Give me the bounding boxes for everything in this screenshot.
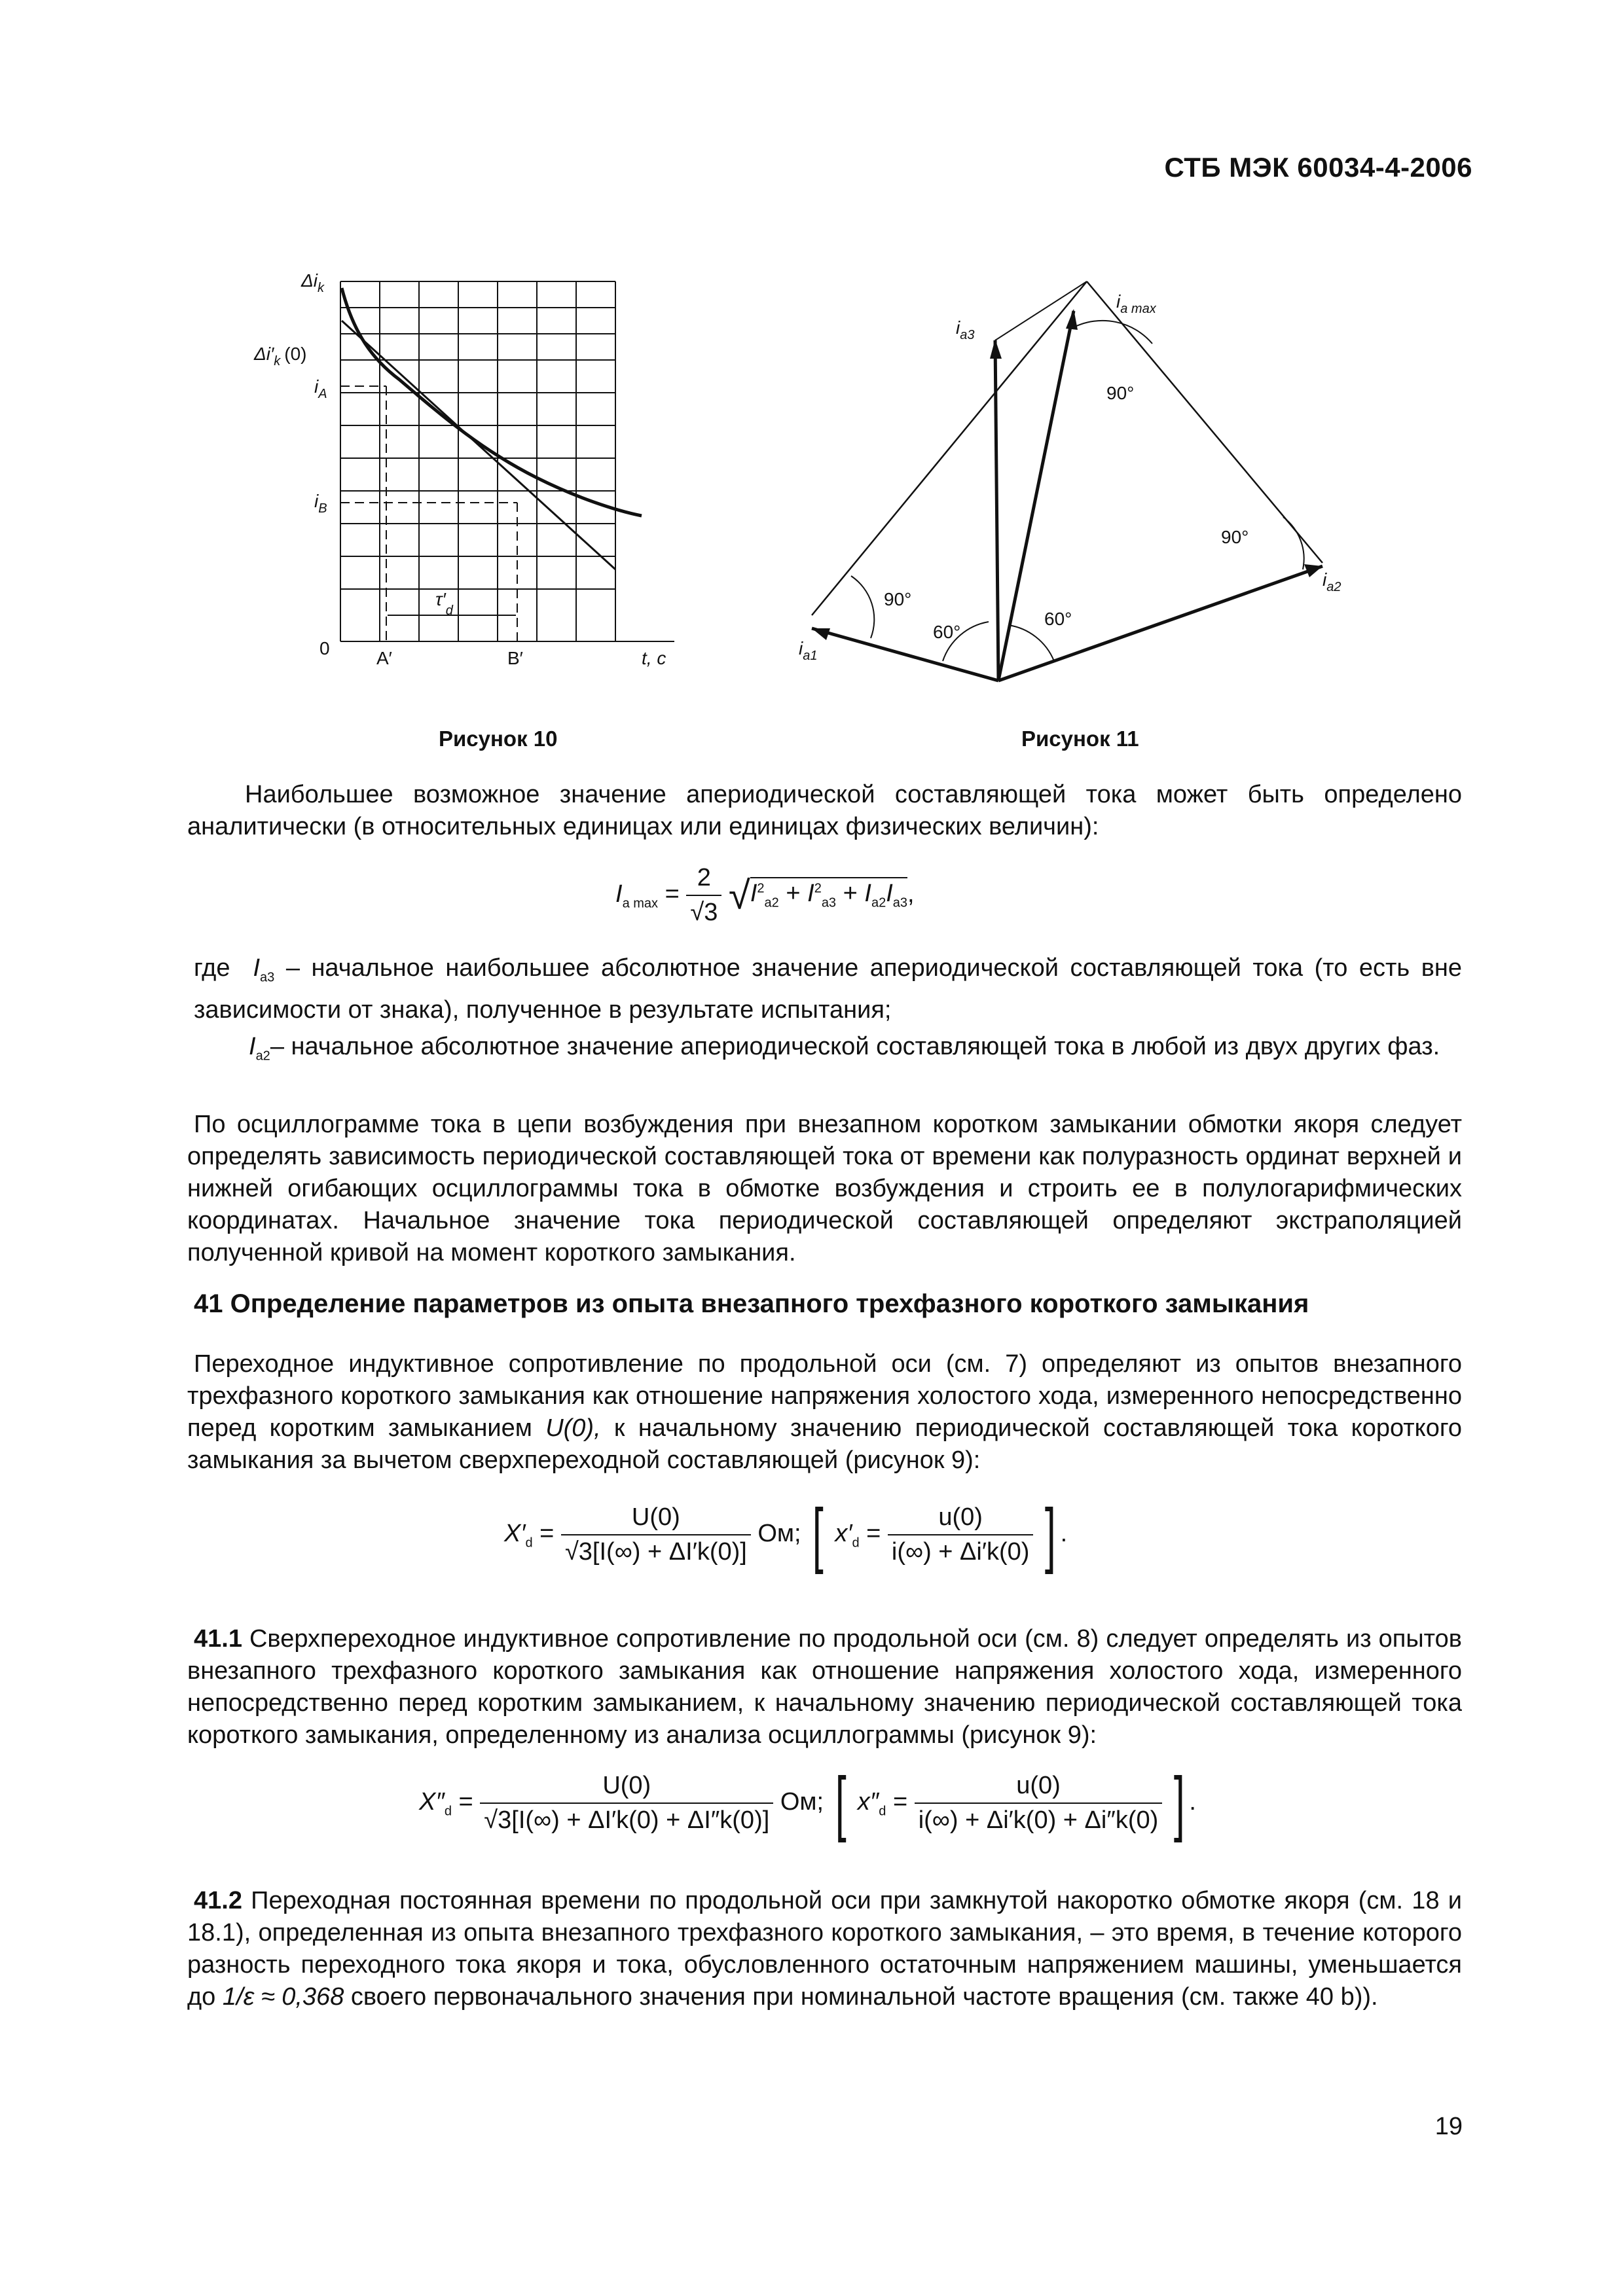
figure-11-vector-diagram xyxy=(786,262,1388,694)
fig11-label-iamax: $i_{a max}$ xyxy=(1116,291,1156,316)
page-number: 19 xyxy=(1434,2113,1463,2140)
paragraph-transient-reactance: Переходное индуктивное сопротивление по продольной оси (см. 7) определяют из опытов внезапного трехфазного короткого замыкания как отношение напряжения холостого хода, измеренного непосредственно перед коротким замыканием U(0), к начальному значению периодической составляющей тока короткого замыкания за вычетом сверхпереходной составляющей (рисунок 9): xyxy=(187,1350,1463,1474)
fig10-label-ib: $i_B$ xyxy=(314,491,327,516)
fig11-label-60-left: 60° xyxy=(933,622,961,642)
fig10-label-b-prime: B′ xyxy=(507,648,523,668)
fig10-label-zero: 0 xyxy=(319,638,330,658)
fig11-arc-60-right xyxy=(1008,625,1054,661)
paragraph-amax-intro: Наибольшее возможное значение апериодической составляющей тока может быть определено аналитически (в относительных единицах или единицах физических величин): xyxy=(187,781,1462,840)
equation-xd-double-prime: $X''_d$ = $\frac{U(0)}{√3[I(\infty) + \Delta I'k(0) + \Delta I''k(0)]}$ Ом; [ $x''_d$ = $\frac{u(0)}{i(\infty) + \Delta i'k(0) + \Delta i''k(0)}$ ] . xyxy=(419,1763,1196,1843)
equation-xd-prime: $X'_d$ = $\frac{U(0)}{√3[I(\infty) + \Delta I'k(0)]}$ Ом; [ $x'_d$ = $\frac{u(0)}{i(\infty) + \Delta i'k(0)}$ ] . xyxy=(504,1494,1068,1575)
fig11-label-ia1: $i_{a1}$ xyxy=(799,638,818,663)
fig11-label-60-right: 60° xyxy=(1044,609,1072,629)
paragraph-41-1: 41.1 Сверхпереходное индуктивное сопротивление по продольной оси (см. 8) следует определять из опытов внезапного трехфазного короткого замыкания как отношение напряжения холостого хода, измеренного непосредственно перед коротким замыканием, к начальному значению периодической составляющей тока короткого замыкания, определенному из анализа осциллограммы (рисунок 9): xyxy=(187,1625,1462,1749)
paragraph-41-2: 41.2 Переходная постоянная времени по продольной оси при замкнутой накоротко обмотке якоря (см. 18 и 18.1), определенная из опыта внезапного трехфазного короткого замыкания, – это время, в течение которого разность переходного тока якоря и тока, обусловленного остаточным напряжением машины, уменьшается до 1/ε ≈ 0,368 своего первоначального значения при номинальной частоте вращения (см. также 40 b)). xyxy=(187,1887,1462,2011)
fig11-label-90-top: 90° xyxy=(1106,383,1135,403)
fig10-label-a-prime: A′ xyxy=(376,648,392,668)
equation-iamax: $I_{a max}$ = $\frac{2}{√3}$ $√I^2_{a2} + I^2_{a3} + I_{a2}I_{a3}$, xyxy=(615,864,915,926)
fig11-label-90-right: 90° xyxy=(1221,527,1249,547)
fig10-label-delta-ik0: $\Delta i'_k$ (0) xyxy=(254,344,307,368)
fig11-arc-90-left xyxy=(851,576,874,638)
fig11-arc-90-right xyxy=(1283,517,1304,569)
fig10-label-delta-ik: $\Delta i_k$ xyxy=(301,270,325,295)
figure-10-caption: Рисунок 10 xyxy=(439,726,558,751)
fig10-label-t-axis: t, c xyxy=(642,648,666,668)
document-standard-header: СТБ МЭК 60034-4-2006 xyxy=(1164,152,1472,183)
fig10-tangent-line xyxy=(342,321,615,569)
fig11-arc-90-top xyxy=(1074,321,1152,344)
fig10-label-tau: $\tau'_d$ xyxy=(435,589,453,618)
definition-ia2: $I_{a2}-$ начальное абсолютное значение апериодической составляющей тока в любой из двух других фаз. xyxy=(249,1033,1440,1064)
figure-11-caption: Рисунок 11 xyxy=(1021,726,1139,751)
fig11-vector-ia3 xyxy=(995,340,998,681)
figure-10-graph xyxy=(249,262,707,694)
fig11-label-ia2: $i_{a2}$ xyxy=(1322,569,1341,594)
fig11-vector-ia1 xyxy=(812,628,998,681)
fig11-label-ia3: $i_{a3}$ xyxy=(956,317,975,342)
section-41-heading: 41 Определение параметров из опыта внезапного трехфазного короткого замыкания xyxy=(194,1289,1309,1318)
paragraph-oscillogram: По осциллограмме тока в цепи возбуждения при внезапном коротком замыкании обмотки якоря следует определять зависимость периодической составляющей тока от времени как полуразность ординат верхней и нижней огибающих осциллограммы тока в обмотке возбуждения и строить ее в полулогарифмических координатах. Начальное значение тока периодической составляющей определяют экстраполяцией полученной кривой на момент короткого замыкания. xyxy=(187,1111,1462,1266)
fig11-label-90-left: 90° xyxy=(884,589,912,609)
definition-ia3: где $I_{a3}$ – начальное наибольшее абсолютное значение апериодической составляющей тока (то есть вне зависимости от знака), полученное в результате испытания; xyxy=(194,954,1463,1024)
fig10-label-ia: $i_A$ xyxy=(314,376,327,401)
